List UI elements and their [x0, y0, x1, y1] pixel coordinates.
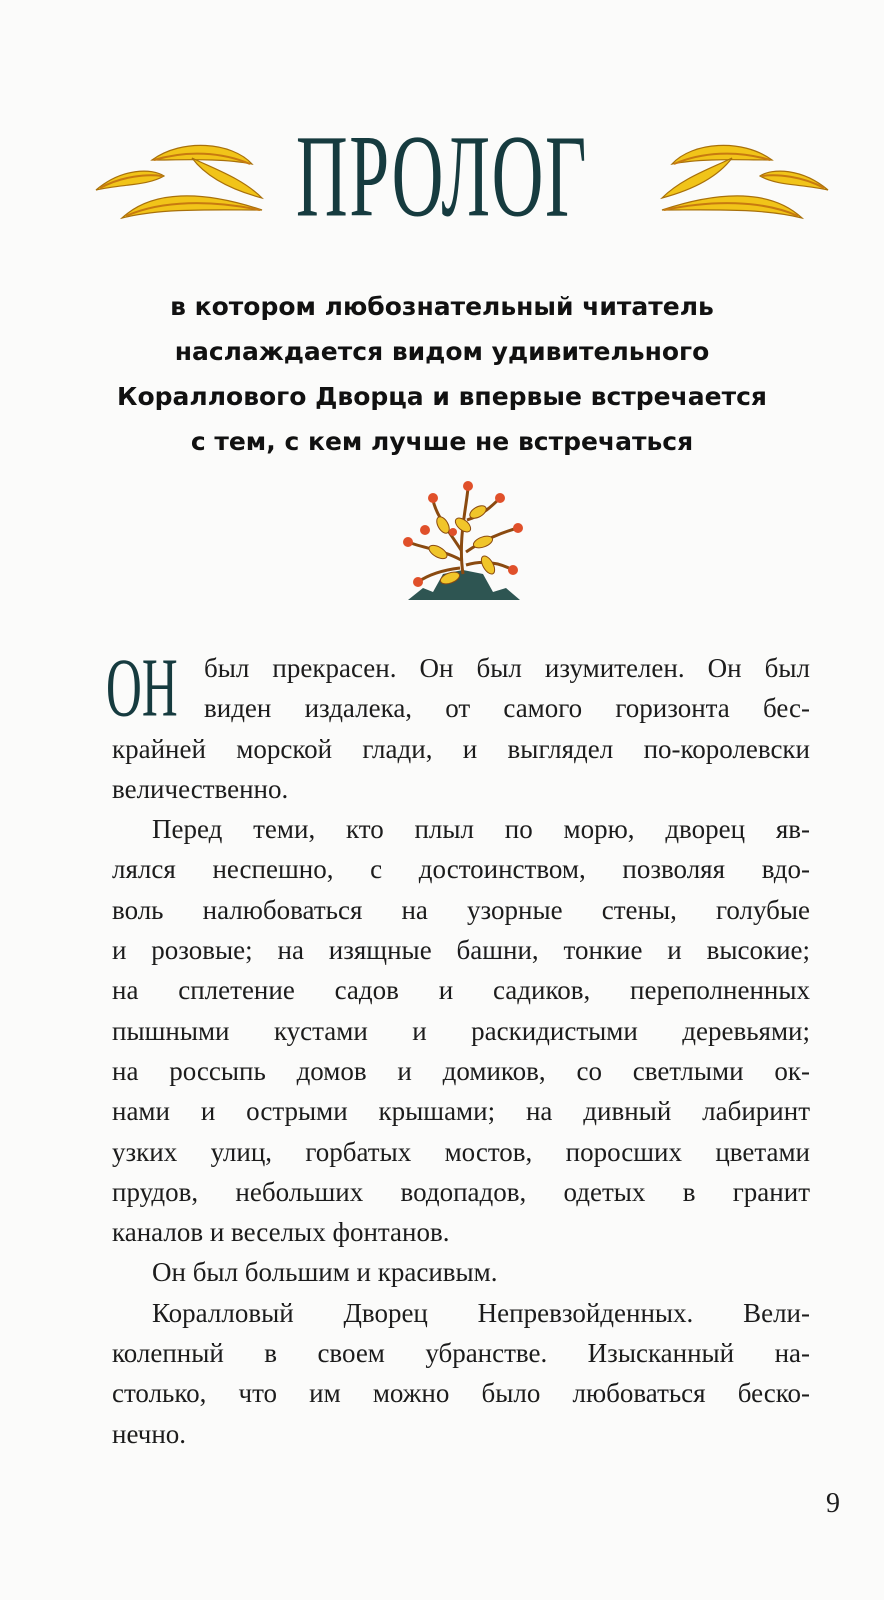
chapter-title: ПРОЛОГ	[295, 110, 589, 242]
text-line: на россыпь домов и домиков, со светлыми ок-	[112, 1055, 810, 1086]
text-line: величественно.	[112, 773, 289, 804]
text-line: Коралловый Дворец Непревзойденных. Вели-	[152, 1297, 810, 1328]
text-line: Перед теми, кто плыл по морю, дворец яв-	[152, 814, 810, 845]
subtitle-line: в котором любознательный читатель	[170, 292, 714, 321]
text-line: воль налюбоваться на узорные стены, голубые	[112, 894, 810, 925]
drop-cap: ОН	[106, 642, 178, 735]
chapter-subtitle	[0, 284, 884, 464]
subtitle-line: с тем, с кем лучше не встречаться	[190, 427, 694, 456]
text-line: лялся неспешно, с достоинством, позволяя вдо-	[112, 854, 810, 885]
text-line: колепный в своем убранстве. Изысканный на-	[112, 1338, 810, 1369]
text-line: на сплетение садов и садиков, переполненных	[112, 975, 810, 1006]
text-line: каналов и веселых фонтанов.	[112, 1217, 450, 1248]
text-line: прудов, небольших водопадов, одетых в гранит	[112, 1176, 810, 1207]
text-line: нами и острыми крышами; на дивный лабиринт	[112, 1096, 810, 1127]
text-line: и розовые; на изящные башни, тонкие и высокие;	[112, 935, 810, 966]
text-line: был прекрасен. Он был изумителен. Он был	[204, 653, 810, 683]
text-line: нечно.	[112, 1418, 187, 1449]
subtitle-line: наслаждается видом удивительного	[174, 337, 710, 366]
body-text	[112, 648, 810, 1454]
text-line: столько, что им можно было любоваться беско-	[112, 1378, 810, 1409]
text-line: узких улиц, горбатых мостов, поросших цветами	[112, 1136, 810, 1167]
text-line: Он был большим и красивым.	[152, 1257, 498, 1288]
text-line: пышными кустами и раскидистыми деревьями;	[112, 1015, 810, 1046]
coral-tree-icon	[388, 470, 538, 620]
text-line: крайней морской глади, и выглядел по-королевски	[112, 733, 810, 764]
subtitle-line: Кораллового Дворца и впервые встречается	[117, 382, 767, 411]
page-number: 9	[826, 1488, 840, 1519]
text-line: виден издалека, от самого горизонта бес-	[204, 693, 810, 724]
